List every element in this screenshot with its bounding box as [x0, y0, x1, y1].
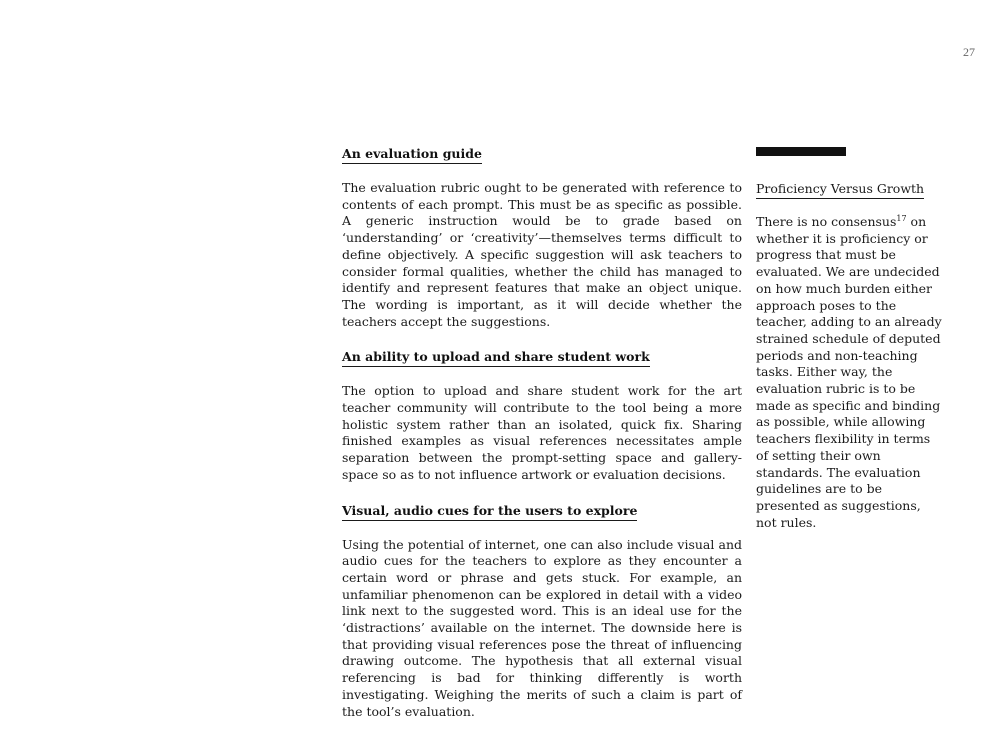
sidebar-heading: Proficiency Versus Growth [756, 181, 924, 199]
page-number: 27 [963, 45, 975, 59]
section-heading: Visual, audio cues for the users to explore [342, 503, 637, 521]
section-upload-share [342, 346, 742, 483]
section-heading: An ability to upload and share student work [342, 349, 650, 367]
section-body: Using the potential of internet, one can also include visual and audio cues for the teachers to explore as they encounter a certain word or phrase and gets stuck. For example, an unfamiliar phenomenon can be explored in detail with a video link next to the suggested word. This is an ideal use for the ‘distractions’ available on the internet. The downside here is that providing visual references pose the threat of influencing drawing outcome. The hypothesis that all external visual referencing is bad for thinking differently is worth investigating. Weighing the merits of such a claim is part of the tool’s evaluation. [342, 536, 742, 719]
section-visual-audio-cues [342, 500, 742, 721]
section-body: The evaluation rubric ought to be generated with reference to contents of each prompt. This must be as specific as possible. A generic instruction would be to grade based on ‘understanding’ or ‘creativity’—themselves terms difficult to define objectively. A specific suggestion will ask teachers to consider formal qualities, whether the child has managed to identify and represent features that make an object unique. The wording is important, as it will decide whether the teachers accept the suggestions. [342, 180, 742, 329]
sidebar-note [756, 147, 942, 544]
sidebar-text-start: There is no consensus [756, 214, 897, 229]
main-column [342, 143, 742, 736]
footnote-marker[interactable]: 17 [896, 213, 907, 223]
sidebar-accent-bar [756, 147, 846, 156]
section-evaluation-guide [342, 143, 742, 330]
sidebar-text-rest: on whether it is proficiency or progress that must be evaluated. We are undecided on how much burden either approach poses to the teacher, adding to an already strained schedule of deputed periods and non-teaching tasks. Either way, the evaluation rubric is to be made as specific and binding as possible, while allowing teachers flexibility in terms of setting their own standards. The evaluation guidelines are to be presented as suggestions, not rules. [756, 214, 942, 530]
section-body: The option to upload and share student work for the art teacher community will contribute to the tool being a more holistic system rather than an isolated, quick fix. Sharing finished examples as visual references necessitates ample separation between the prompt-setting space and gallery-space so as to not influence artwork or evaluation decisions. [342, 383, 742, 482]
section-heading: An evaluation guide [342, 146, 482, 164]
sidebar-text [756, 214, 942, 531]
